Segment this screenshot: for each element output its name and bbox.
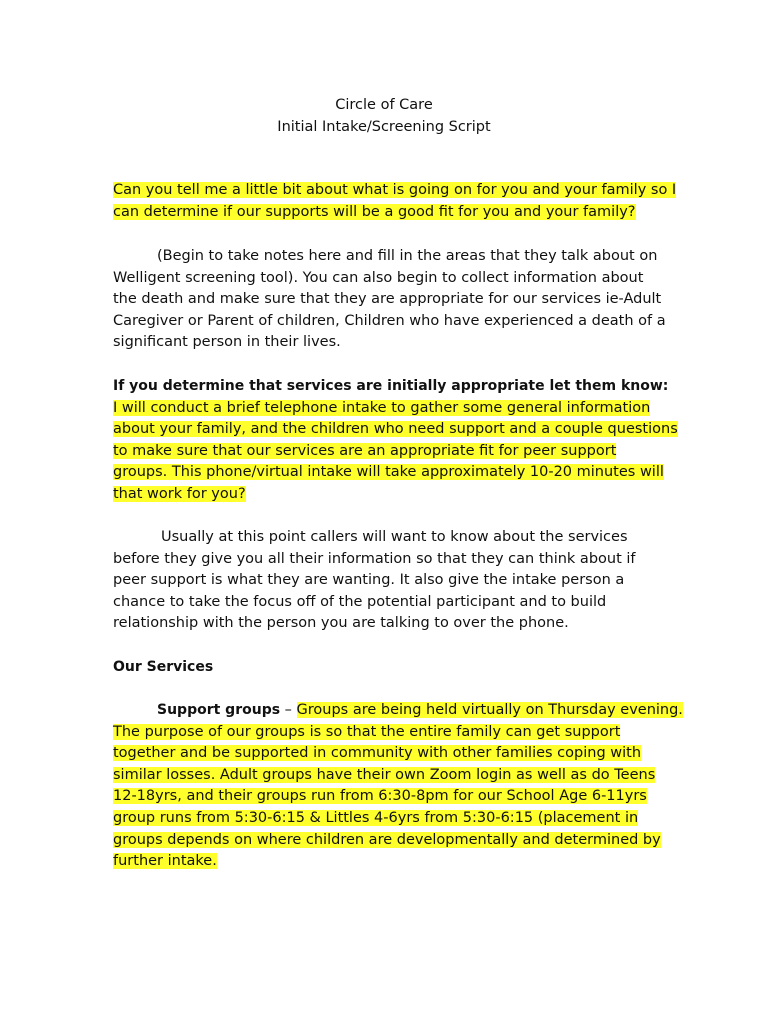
determine-line: I will conduct a brief telephone intake to gather some general information bbox=[113, 399, 651, 416]
intro-question bbox=[113, 180, 677, 223]
support-line: groups depends on where children are developmentally and determined by bbox=[113, 831, 661, 848]
title-block bbox=[0, 94, 768, 138]
usually-line: chance to take the focus off of the potential participant and to build bbox=[113, 593, 607, 610]
notes-line: significant person in their lives. bbox=[113, 334, 341, 351]
notes-line: Welligent screening tool). You can also begin to collect information about bbox=[113, 269, 644, 286]
support-line: further intake. bbox=[113, 853, 217, 870]
notes-line: the death and make sure that they are appropriate for our services ie-Adult bbox=[113, 291, 662, 308]
notes-line: Caregiver or Parent of children, Children who have experienced a death of a bbox=[113, 312, 666, 329]
support-line: group runs from 5:30-6:15 & Littles 4-6yrs from 5:30-6:15 (placement in bbox=[113, 809, 639, 826]
determine-line: to make sure that our services are an appropriate fit for peer support bbox=[113, 442, 617, 459]
support-line: Groups are being held virtually on Thursday evening. bbox=[296, 702, 683, 718]
document-subtitle: Initial Intake/Screening Script bbox=[277, 119, 491, 135]
support-groups-label: Support groups bbox=[157, 702, 281, 718]
determine-line: that work for you? bbox=[113, 485, 246, 502]
document-title: Circle of Care bbox=[335, 97, 433, 113]
determine-section bbox=[113, 376, 678, 506]
usually-line: relationship with the person you are talking to over the phone. bbox=[113, 615, 569, 632]
support-line: The purpose of our groups is so that the entire family can get support bbox=[113, 723, 621, 740]
usually-line: Usually at this point callers will want to know about the services bbox=[161, 529, 628, 545]
support-dash: – bbox=[280, 702, 297, 718]
notes-line: (Begin to take notes here and fill in the areas that they talk about on bbox=[157, 248, 658, 264]
determine-heading: If you determine that services are initially appropriate let them know: bbox=[113, 378, 669, 394]
services-heading: Our Services bbox=[113, 659, 214, 675]
determine-line: about your family, and the children who need support and a couple questions bbox=[113, 421, 678, 438]
question-line: can determine if our supports will be a good fit for you and your family? bbox=[113, 203, 636, 220]
usually-line: before they give you all their information so that they can think about if bbox=[113, 550, 636, 567]
notes-paragraph bbox=[113, 246, 666, 354]
support-line: 12-18yrs, and their groups run from 6:30-8pm for our School Age 6-11yrs bbox=[113, 788, 647, 805]
usually-paragraph bbox=[113, 527, 658, 635]
question-line: Can you tell me a little bit about what is going on for you and your family so I bbox=[113, 182, 677, 198]
usually-line: peer support is what they are wanting. It also give the intake person a bbox=[113, 572, 625, 589]
support-line: similar losses. Adult groups have their own Zoom login as well as do Teens bbox=[113, 766, 656, 783]
determine-line: groups. This phone/virtual intake will take approximately 10-20 minutes will bbox=[113, 464, 664, 481]
support-line: together and be supported in community with other families coping with bbox=[113, 745, 642, 762]
services-heading-block bbox=[113, 657, 658, 679]
support-groups-paragraph bbox=[113, 700, 683, 873]
